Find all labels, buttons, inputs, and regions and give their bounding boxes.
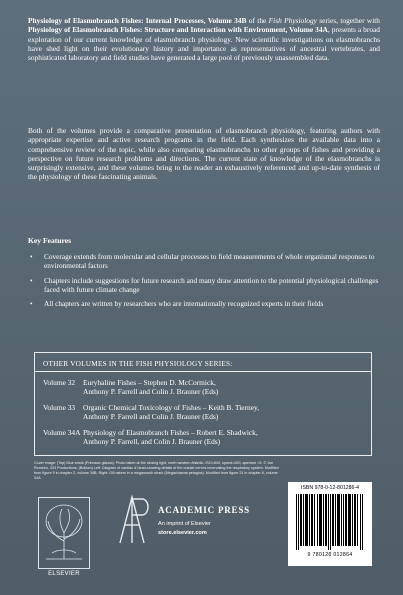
publisher-name: ACADEMIC PRESS [158,505,250,515]
volume-line: Anthony P. Farrell, and Colin J. Brauner (Eds) [83,437,221,446]
volume-label: Volume 32 [43,378,76,387]
intro-of-the: of the [246,16,269,25]
other-volumes-box [34,352,372,456]
publisher-url[interactable]: store.elsevier.com [158,530,207,536]
volume-title [83,428,363,446]
volume-label: Volume 34A [43,428,81,437]
volume-line: Euryhaline Fishes – Stephen D. McCormick, [83,378,216,387]
academic-press-logo-icon [117,493,151,545]
key-feature-text: Chapters include suggestions for future research and many draw attention to the potential physiological challenges faced with future climate change [44,275,379,294]
volume-line: Anthony P. Farrell and Colin J. Brauner (Eds) [83,387,219,396]
key-features-list [28,252,380,313]
volume-line: Organic Chemical Toxicology of Fishes – Keith B. Tierney, [83,403,260,412]
intro-together: series, together with [316,16,381,25]
title-volume-34b: Physiology of Elasmobranch Fishes: Internal Processes, Volume 34B [28,16,247,25]
barcode [288,482,372,566]
publisher-imprint: An imprint of Elsevier [158,521,211,527]
barcode-bars-icon [296,494,364,550]
key-feature-text: Coverage extends from molecular and cellular processes to field measurements of whole organismal responses to environmental factors [44,252,375,271]
cover-image-caption: Cover image: (Top) Blue shark (Prionace glauca). Photo taken at the closing light, north western Atlantic. ISO=640, speed=200, aperture =9. © Joe Romeiro, 333 Productions. (Bottom) Left: Diagram of cardiac & head-showing details of the cranial nerves innervating the respiratory system. Modified from figure 9 in chapter 2, volume 34B. Right: Gill rakers in a megamouth shark (Megachasma pelagios). Modified from figure 21 in chapter 8, volume 34A. [34,461,279,480]
other-volumes-heading: OTHER VOLUMES IN THE FISH PHYSIOLOGY SERIES: [43,359,233,368]
bullet-icon: • [30,252,33,261]
key-feature-text: All chapters are written by researchers who are internationally recognized experts in their fields [44,299,324,309]
volume-line: Anthony P. Farrell and Colin J. Brauner (Eds) [83,412,219,421]
comparative-paragraph: Both of the volumes provide a comparative presentation of elasmobranch physiology, featuring authors with appropriate expertise and active research programs in the field. Each synthesizes the available data into a comprehensive review of the topic, while also comparing elasmobranchs to other groups of fishes and providing a perspective on future research problems and directions. The current state of knowledge of the elasmobranchs is surprisingly extensive, and these volumes bring to the reader an exhaustively referenced and up-to-date synthesis of the physiology of these fascinating animals. [28,126,380,182]
series-name: Fish Physiology [268,16,317,25]
elsevier-tree-logo-icon [38,497,90,569]
intro-paragraph [28,16,380,62]
key-feature-item [28,276,380,295]
elsevier-wordmark: ELSEVIER [48,571,80,577]
title-volume-34a: Physiology of Elasmobranch Fishes: Structure and Interaction with Environment, Volume 34A [28,25,328,35]
volume-title [83,378,363,396]
divider [35,371,371,372]
bullet-icon: • [30,299,33,309]
key-feature-item [28,252,380,271]
bullet-icon: • [30,275,33,285]
intro-rest: , presents a broad exploration of our current knowledge of elasmobranch physiology. New scientific investigations on elasmobranchs have shed light on their evolutionary history and importance as representatives of ancestral vertebrates, and sophisticated laboratory and field studies have generated a large pool of previously unassembled data. [28,25,380,63]
volume-title [83,403,363,421]
key-features-heading: Key Features [28,236,72,245]
volume-line: Physiology of Elasmobranch Fishes – Robert E. Shadwick, [83,428,258,437]
barcode-number: 9 780128 012864 [307,552,353,558]
key-feature-item [28,299,380,308]
isbn: ISBN 978-0-12-801286-4 [301,485,359,491]
volume-label: Volume 33 [43,403,76,412]
